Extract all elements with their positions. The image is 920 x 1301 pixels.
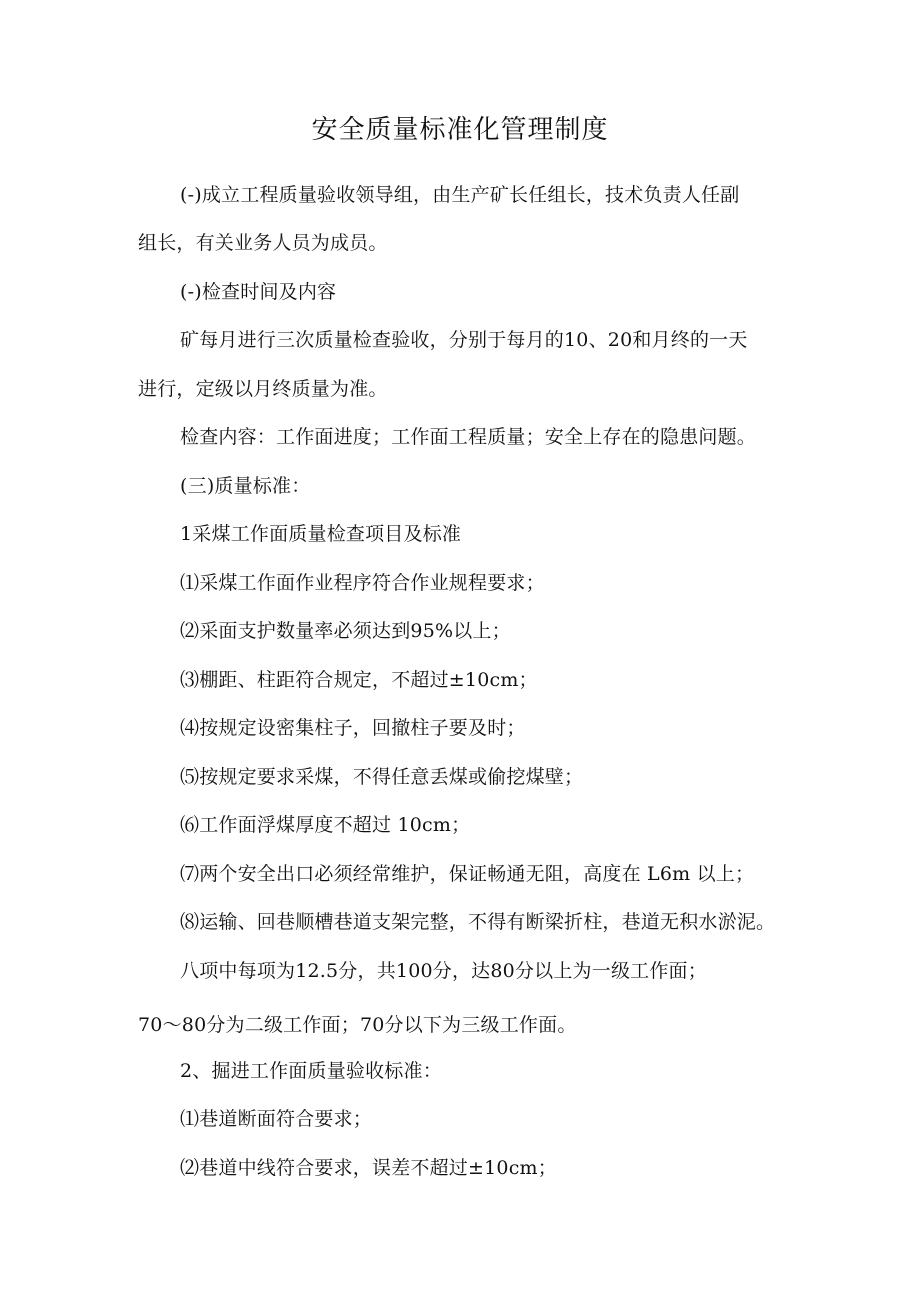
- list-item: ⑹工作面浮煤厚度不超过 10cm；: [180, 814, 471, 836]
- list-item: ⑸按规定要求采煤，不得任意丢煤或偷挖煤壁；: [180, 766, 584, 788]
- list-item: ⑵巷道中线符合要求，误差不超过±10cm；: [180, 1157, 557, 1179]
- document-title: 安全质量标准化管理制度: [311, 115, 609, 145]
- list-item: ⑻运输、回巷顺槽巷道支架完整，不得有断梁折柱，巷道无积水淤泥。: [180, 911, 776, 933]
- paragraph-line: 组长，有关业务人员为成员。: [138, 232, 388, 254]
- section-heading: (-)检查时间及内容: [180, 281, 337, 303]
- list-item: ⑴采煤工作面作业程序符合作业规程要求；: [180, 572, 545, 594]
- paragraph-line: 检查内容：工作面进度；工作面工程质量；安全上存在的隐患问题。: [180, 426, 757, 448]
- list-item: ⑴巷道断面符合要求；: [180, 1108, 373, 1130]
- list-item: ⑷按规定设密集柱子，回撤柱子要及时；: [180, 717, 526, 739]
- list-item: ⑵采面支护数量率必须达到95%以上；: [180, 620, 511, 642]
- subsection-heading: 1采煤工作面质量检查项目及标准: [180, 523, 462, 545]
- list-item: ⑺两个安全出口必须经常维护，保证畅通无阻，高度在 L6m 以上；: [180, 863, 755, 885]
- list-item: ⑶棚距、柱距符合规定，不超过±10cm；: [180, 669, 538, 691]
- paragraph-line: 八项中每项为12.5分，共100分，达80分以上为一级工作面；: [180, 960, 707, 982]
- paragraph-line: 矿每月进行三次质量检查验收，分别于每月的10、20和月终的一天: [180, 329, 748, 351]
- section-heading: (三)质量标准：: [180, 475, 311, 497]
- paragraph-line: (-)成立工程质量验收领导组，由生产矿长任组长，技术负责人任副: [180, 184, 740, 206]
- paragraph-line: 进行，定级以月终质量为准。: [138, 378, 388, 400]
- paragraph-line: 70～80分为二级工作面；70分以下为三级工作面。: [138, 1014, 577, 1036]
- subsection-heading: 2、掘进工作面质量验收标准：: [180, 1060, 442, 1082]
